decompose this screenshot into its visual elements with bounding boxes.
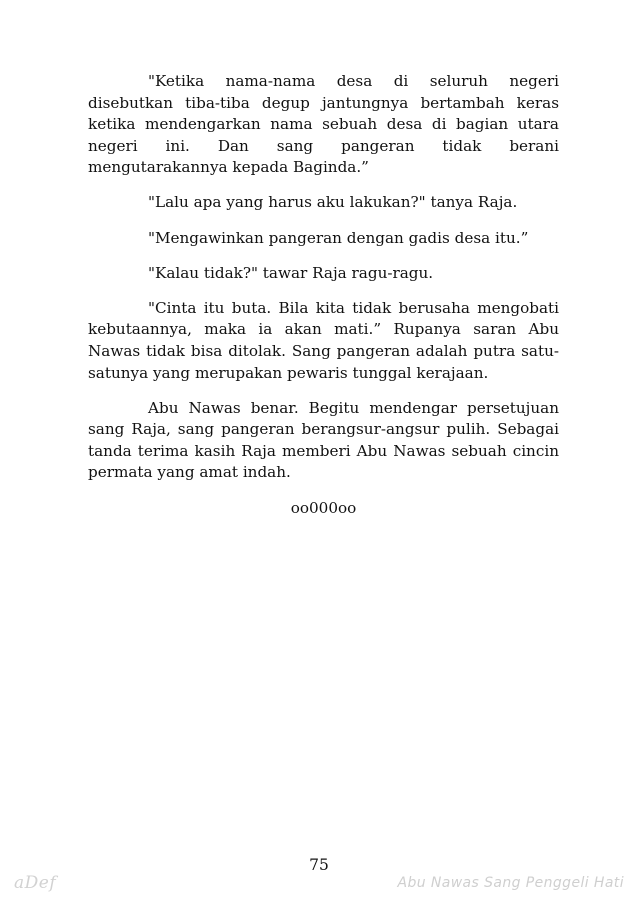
footer-signature-mark: aDef <box>14 873 57 893</box>
paragraph: "Kalau tidak?" tawar Raja ragu-ragu. <box>148 263 434 282</box>
paragraph: "Ketika nama-nama desa di seluruh negeri disebutkan tiba-tiba degup jantungnya bertambah keras ketika mendengarkan nama sebuah desa di bagian utara negeri ini. Dan sang pangeran tidak berani mengutarakannya kepada Baginda.” <box>88 72 559 177</box>
paragraph: "Lalu apa yang harus aku lakukan?" tanya Raja. <box>148 193 518 212</box>
section-separator: oo000oo <box>290 498 357 517</box>
paragraph: "Cinta itu buta. Bila kita tidak berusaha mengobati kebutaannya, maka ia akan mati.” Rupanya saran Abu Nawas tidak bisa ditolak. Sang pangeran adalah putra satu-satunya yang merupakan pewaris tunggal kerajaan. <box>88 298 559 382</box>
paragraph: "Mengawinkan pangeran dengan gadis desa itu.” <box>148 228 529 247</box>
paragraph: Abu Nawas benar. Begitu mendengar persetujuan sang Raja, sang pangeran berangsur-angsur pulih. Sebagai tanda terima kasih Raja memberi Abu Nawas sebuah cincin permata yang amat indah. <box>88 398 559 482</box>
body-text <box>88 71 559 519</box>
footer-book-title: Abu Nawas Sang Penggeli Hati <box>397 875 624 891</box>
page-number: 75 <box>309 856 329 874</box>
